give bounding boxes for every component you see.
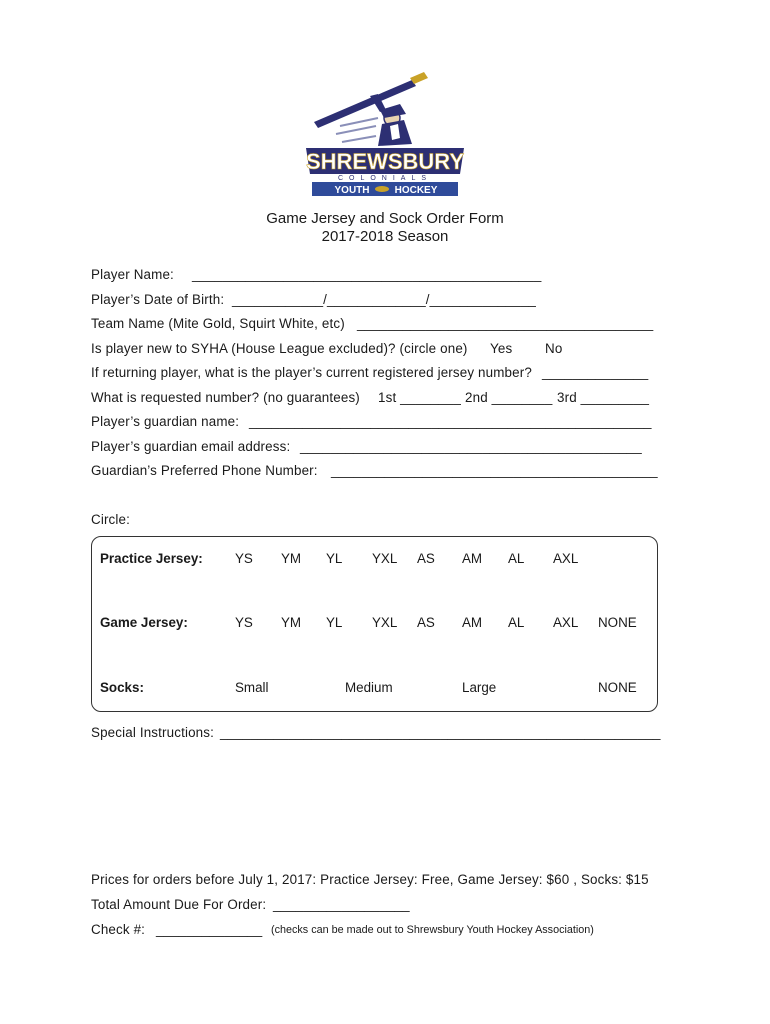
circle-label: Circle: — [91, 512, 130, 527]
socks-size-option[interactable]: Medium — [345, 680, 393, 695]
special-instructions-field[interactable]: __________________________________________________________ — [220, 725, 661, 740]
socks-size-option[interactable]: Large — [462, 680, 497, 695]
team-name-field[interactable]: _______________________________________ — [357, 316, 654, 331]
check-number-label: Check #: — [91, 922, 146, 937]
practice-jersey-label: Practice Jersey: — [100, 551, 203, 566]
special-instructions-label: Special Instructions: — [91, 725, 214, 740]
requested-number-label: What is requested number? (no guarantees) — [91, 390, 360, 405]
practice-size-option[interactable]: AS — [417, 551, 435, 566]
shrewsbury-colonials-logo — [300, 66, 470, 198]
logo-sub: COLONIALS — [337, 175, 433, 182]
guardian-email-label: Player’s guardian email address: — [91, 439, 291, 454]
logo-youth: YOUTH — [334, 185, 370, 196]
player-name-label: Player Name: — [91, 267, 174, 282]
dob-label: Player’s Date of Birth: — [91, 292, 225, 307]
logo-wordmark: SHREWSBURY — [305, 149, 465, 174]
total-amount-label: Total Amount Due For Order: — [91, 897, 267, 912]
practice-size-option[interactable]: YL — [326, 551, 343, 566]
game-size-option[interactable]: YS — [235, 615, 253, 630]
game-jersey-label: Game Jersey: — [100, 615, 188, 630]
practice-size-option[interactable]: YXL — [372, 551, 398, 566]
practice-size-option[interactable]: YM — [281, 551, 302, 566]
game-size-option[interactable]: AXL — [553, 615, 579, 630]
requested-second-field[interactable]: 2nd ________ — [465, 390, 553, 405]
game-size-option[interactable]: YM — [281, 615, 302, 630]
guardian-email-field[interactable]: _____________________________________________ — [300, 439, 642, 454]
guardian-name-field[interactable]: _____________________________________________________ — [249, 414, 652, 429]
player-name-field[interactable]: ______________________________________________ — [192, 267, 542, 282]
logo-hockey: HOCKEY — [394, 185, 438, 196]
socks-label: Socks: — [100, 680, 144, 695]
practice-size-option[interactable]: AM — [462, 551, 483, 566]
check-payable-note: (checks can be made out to Shrewsbury Youth Hockey Association) — [271, 924, 594, 936]
game-size-option[interactable]: NONE — [598, 615, 637, 630]
game-size-option[interactable]: YL — [326, 615, 343, 630]
guardian-phone-label: Guardian’s Preferred Phone Number: — [91, 463, 318, 478]
prices-text: Prices for orders before July 1, 2017: Practice Jersey: Free, Game Jersey: $60 , Socks: $15 — [91, 872, 649, 887]
new-player-yes[interactable]: Yes — [490, 341, 513, 356]
new-player-no[interactable]: No — [545, 341, 563, 356]
requested-third-field[interactable]: 3rd _________ — [557, 390, 650, 405]
size-selection-box — [91, 536, 658, 712]
guardian-name-label: Player’s guardian name: — [91, 414, 240, 429]
game-size-option[interactable]: AM — [462, 615, 483, 630]
current-number-field[interactable]: ______________ — [542, 365, 649, 380]
form-title: Game Jersey and Sock Order Form — [266, 210, 504, 227]
total-amount-field[interactable]: __________________ — [273, 897, 410, 912]
practice-size-option[interactable]: AL — [508, 551, 525, 566]
team-name-label: Team Name (Mite Gold, Squirt White, etc) — [91, 316, 345, 331]
socks-size-option[interactable]: NONE — [598, 680, 637, 695]
socks-size-option[interactable]: Small — [235, 680, 269, 695]
check-number-field[interactable]: ______________ — [156, 922, 263, 937]
season-title: 2017-2018 Season — [321, 228, 449, 245]
requested-first-field[interactable]: 1st ________ — [378, 390, 461, 405]
new-player-label: Is player new to SYHA (House League excluded)? (circle one) — [91, 341, 468, 356]
game-size-option[interactable]: YXL — [372, 615, 398, 630]
dob-field[interactable]: ____________/_____________/______________ — [232, 292, 537, 307]
game-size-option[interactable]: AL — [508, 615, 525, 630]
practice-size-option[interactable]: AXL — [553, 551, 579, 566]
practice-size-option[interactable]: YS — [235, 551, 253, 566]
game-size-option[interactable]: AS — [417, 615, 435, 630]
guardian-phone-field[interactable]: ___________________________________________ — [331, 463, 658, 478]
current-number-label: If returning player, what is the player’s current registered jersey number? — [91, 365, 532, 380]
